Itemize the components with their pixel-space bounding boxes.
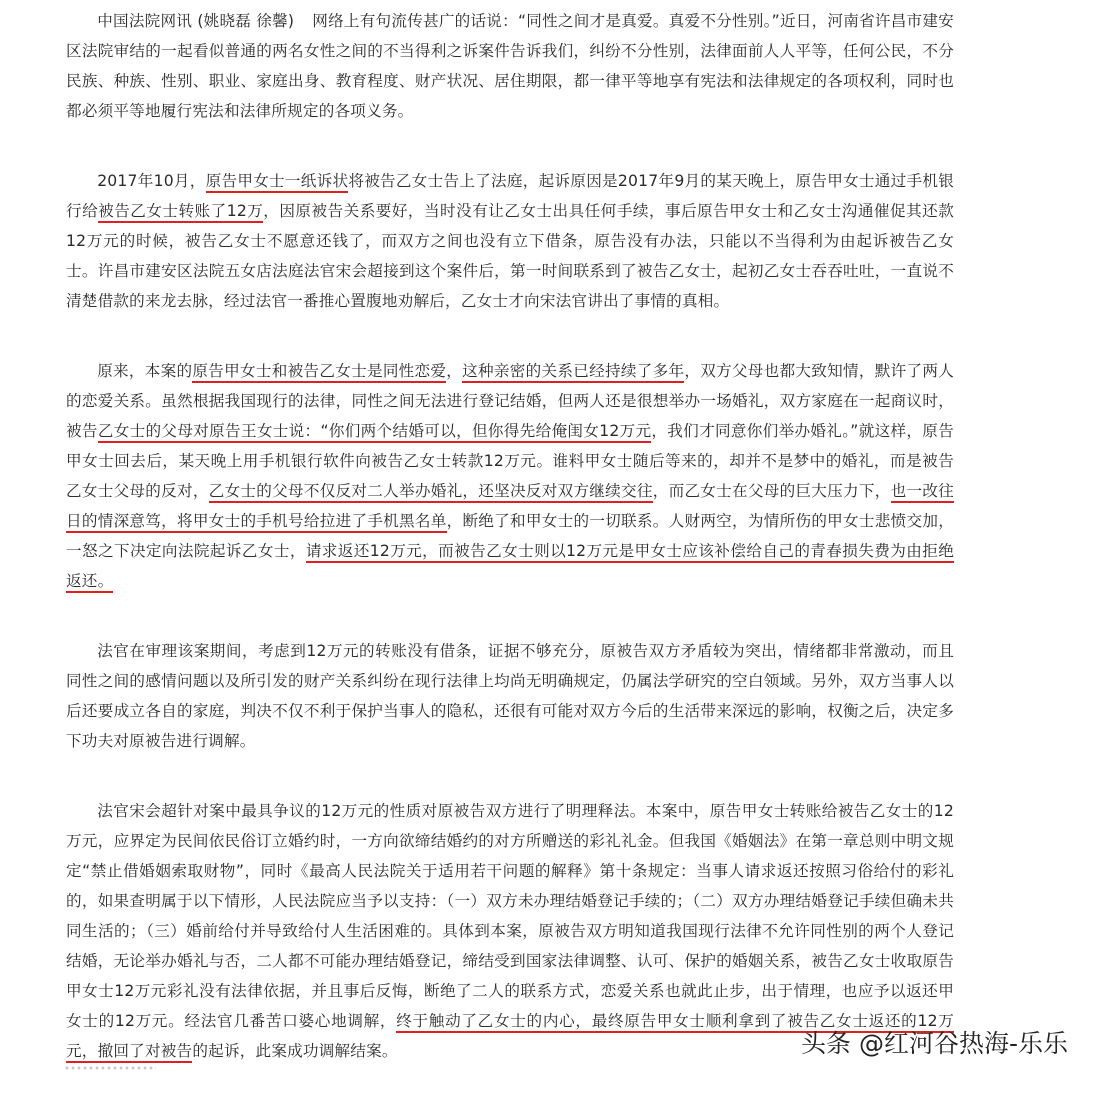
paragraph-4: 法官在审理该案期间，考虑到12万元的转账没有借条，证据不够充分，原被告双方矛盾较为突出，情绪都非常激动，而且同性之间的感情问题以及所引发的财产关系纠纷在现行法律上均尚无明确规定，仍属法学研究的空白领域。另外，双方当事人以后还要成立各自的家庭，判决不仅不利于保护当事人的隐私，还很有可能对双方今后的生活带来深远的影响，权衡之后，决定多下功夫对原被告进行调解。 [66,642,954,750]
p3-text-a: 原来，本案的 [97,362,193,380]
p5-highlight-1: 终于触动了乙女士的内心，最终原告甲女士顺利拿到了被告乙女士返还的12万元，撤回了对被告 [66,1012,954,1063]
p3-highlight-2: 这种亲密的关系已经持续了多年 [462,362,684,383]
p3-highlight-5: 也一改往日的情深意笃，将甲女士的手机号给拉进了手机黑名单 [66,482,954,533]
p3-text-d: ，我们才同意你们举办婚礼。”就这样，原告甲女士回去后，某天晚上用手机银行软件向被告乙女士转款12万元。谁料甲女士随后等来的，却并不是梦中的婚礼，而是被告乙女士父母的反对， [66,422,954,500]
p3-text-c: ，双方父母也都大致知情，默许了两人的恋爱关系。虽然根据我国现行的法律，同性之间无法进行登记结婚，但两人还是很想举办一场婚礼，双方家庭在一起商议时，被告 [66,362,955,440]
p2-text-a: 2017年10月， [97,172,206,190]
p3-text-e: ，而乙女士在父母的巨大压力下， [652,482,891,500]
paragraph-1-text: 网络上有句流传甚广的话说：“同性之间才是真爱。真爱不分性别。”近日，河南省许昌市建安区法院审结的一起看似普通的两名女性之间的不当得利之诉案件告诉我们，纠纷不分性别，法律面前人人平等，任何公民，不分民族、种族、性别、职业、家庭出身、教育程度、财产状况、居住期限，都一律平等地享有宪法和法律规定的各项权利，同时也都必须平等地履行宪法和法律所规定的各项义务。 [66,12,954,120]
p3-highlight-3: 乙女士的父母对原告王女士说：“你们两个结婚可以，但你得先给俺闺女12万元 [98,422,652,443]
decorative-dots [64,1064,156,1072]
p2-highlight-2: 被告乙女士转账了12万 [98,202,263,223]
p5-text-a: 法官宋会超针对案中最具争议的12万元的性质对原被告双方进行了明理释法。本案中，原告甲女士转账给被告乙女士的12万元，应界定为民间依民俗订立婚约时，一方向欲缔结婚约的对方所赠送的彩礼礼金。但我国《婚姻法》在第一章总则中明文规定“禁止借婚姻索取财物”，同时《最高人民法院关于适用若干问题的解释》第十条规定：当事人请求返还按照习俗给付的彩礼的，如果查明属于以下情形，人民法院应当予以支持：（一）双方未办理结婚登记手续的；（二）双方办理结婚登记手续但确未共同生活的；（三）婚前给付并导致给付人生活困难的。具体到本案，原被告双方明知道我国现行法律不允许同性别的两个人登记结婚，无论举办婚礼与否，二人都不可能办理结婚登记，缔结受到国家法律调整、认可、保护的婚姻关系，被告乙女士收取原告甲女士12万元彩礼没有法律依据，并且事后反悔，断绝了二人的联系方式，恋爱关系也就此止步，出于情理，也应予以返还甲女士的12万元。经法官几番苦口婆心地调解， [66,802,954,1030]
p3-text-b: ， [446,362,463,380]
news-source: 中国法院网讯 (姚晓磊 徐馨) [97,12,295,30]
p3-highlight-1: 原告甲女士和被告乙女士是同性恋爱 [192,362,446,383]
p3-text-f: ，断绝了和甲女士的一切联系。人财两空，为情所伤的甲女士悲愤交加，一怒之下决定向法院起诉乙女士， [66,512,954,560]
p5-text-b: 的起诉，此案成功调解结案。 [192,1042,398,1060]
p2-highlight-1: 原告甲女士一纸诉状 [206,172,349,193]
paragraph-3 [66,356,954,596]
paragraph-1 [66,6,954,126]
paragraph-2 [66,166,954,316]
p2-text-c: ，因原被告关系要好，当时没有让乙女士出具任何手续，事后原告甲女士和乙女士沟通催促其还款12万元的时候，被告乙女士不愿意还钱了，而双方之间也没有立下借条，原告没有办法，只能以不当得利为由起诉被告乙女士。许昌市建安区法院五女店法庭法官宋会超接到这个案件后，第一时间联系到了被告乙女士，起初乙女士吞吞吐吐，一直说不清楚借款的来龙去脉，经过法官一番推心置腹地劝解后，乙女士才向宋法官讲出了事情的真相。 [66,202,954,310]
watermark: 头条 @红河谷热海-乐乐 [801,1029,1068,1058]
p3-highlight-4: 乙女士的父母不仅反对二人举办婚礼，还坚决反对双方继续交往 [209,482,653,503]
p3-highlight-6: 请求返还12万元，而被告乙女士则以12万元是甲女士应该补偿给自己的青春损失费为由拒绝返还。 [66,542,954,593]
p2-text-b: 将被告乙女士告上了法庭，起诉原因是2017年9月的某天晚上，原告甲女士通过手机银行给 [66,172,955,220]
article-body [66,6,954,1106]
